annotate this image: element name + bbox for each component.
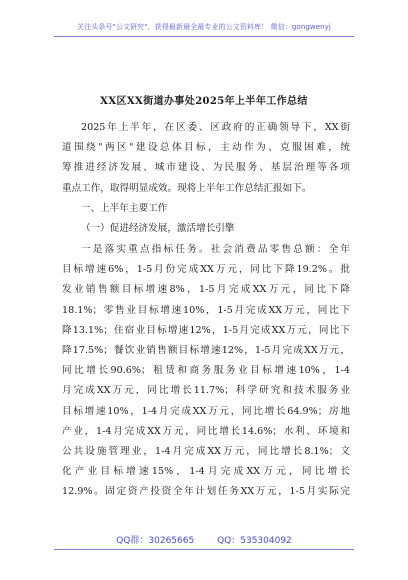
- heading-level-2: （一）促进经济发展，激活增长引擎: [81, 223, 235, 235]
- intro-line: 重点工作，取得明显成效。现将上半年工作总结汇报如下。: [62, 182, 312, 194]
- footer-qq-group: QQ群：30265665: [116, 536, 195, 546]
- document-title: XX区XX街道办事处2025年上半年工作总结: [100, 96, 308, 107]
- para-line: 降17.5%；餐饮业销售额目标增速12%，1-5月完成XX万元，: [62, 345, 350, 357]
- para-line: 降13.1%；住宿业目标增速12%，1-5月完成XX万元，同比下: [62, 324, 350, 336]
- para-line: 目标增速10%，1-4月完成XX万元，同比增长64.9%；房地: [62, 405, 350, 417]
- para-line: 18.1%；零售业目标增速10%，1-5月完成XX万元，同比下: [62, 304, 350, 316]
- intro-line: 2025年上半年，在区委、区政府的正确领导下，XX街: [81, 122, 350, 133]
- para-line: 月完成XX万元，同比增长11.7%；科学研究和技术服务业: [62, 385, 350, 397]
- body-paragraph: [62, 240, 350, 503]
- para-line: 一是落实重点指标任务。社会消费品零售总额：全年: [81, 244, 350, 255]
- section-heading: [62, 199, 350, 239]
- para-line: 产业，1-4月完成XX万元，同比增长14.6%；水利、环境和: [62, 425, 350, 437]
- footer-divider: [54, 549, 354, 550]
- para-line: 公共设施管理业，1-4月完成XX万元，同比增长8.1%；文: [62, 446, 350, 458]
- para-line: 发业销售额目标增速8%，1-5月完成XX万元，同比下降: [62, 284, 350, 296]
- para-line: 同比增长90.6%；租赁和商务服务业目标增速10%，1-4: [62, 365, 350, 377]
- para-line: 目标增速6%，1-5月份完成XX万元，同比下降19.2%。批: [62, 264, 350, 276]
- header-divider: [54, 36, 354, 37]
- para-line: 化产业目标增速15%，1-4月完成XX万元，同比增长: [62, 466, 350, 478]
- intro-paragraph: [62, 118, 350, 199]
- header-banner: 关注头条号"公文研究"，获得最新最全最专业的公文资料库！ 微信：gongwenyj: [77, 23, 331, 31]
- intro-line: 筹推进经济发展、城市建设、为民服务、基层治理等各项: [62, 162, 350, 174]
- heading-level-1: 一、上半年主要工作: [81, 203, 168, 214]
- intro-line: 道围绕"两区"建设总体目标，主动作为、克服困难，统: [62, 142, 350, 154]
- para-line: 12.9%。固定资产投资全年计划任务XX万元，1-5月实际完: [62, 486, 350, 498]
- footer-contact: [0, 533, 408, 546]
- footer-qq: QQ：535304092: [217, 536, 292, 546]
